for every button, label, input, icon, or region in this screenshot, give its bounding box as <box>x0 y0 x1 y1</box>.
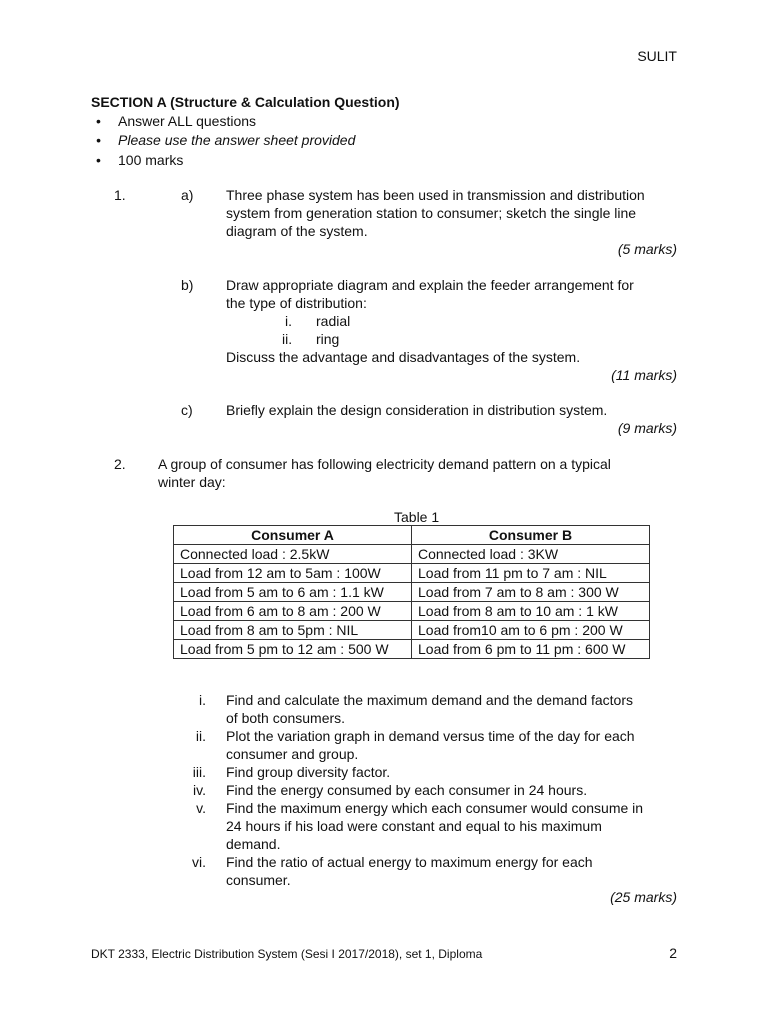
q2-item-num-6: vi. <box>192 854 206 870</box>
table-cell: Load from 5 am to 6 am : 1.1 kW <box>174 583 412 602</box>
q2-item-1-line-1: Find and calculate the maximum demand and the demand factors <box>226 692 634 708</box>
table-row <box>174 583 650 602</box>
q2-item-num-4: iv. <box>193 782 206 798</box>
q1b-sub-num-2: ii. <box>282 331 293 347</box>
table-row <box>174 545 650 564</box>
table-row <box>174 602 650 621</box>
q1c-label: c) <box>181 402 193 418</box>
table-cell: Load from10 am to 6 pm : 200 W <box>412 621 650 640</box>
table-cell: Load from 6 am to 8 am : 200 W <box>174 602 412 621</box>
q2-item-1-line-2: of both consumers. <box>226 710 346 726</box>
bullet-answer-sheet: • Please use the answer sheet provided <box>118 131 355 149</box>
q1b-sub-text-2: ring <box>316 331 340 347</box>
table-cell: Load from 5 pm to 12 am : 500 W <box>174 640 412 659</box>
table-cell: Load from 8 am to 10 am : 1 kW <box>412 602 650 621</box>
q1b-line-2: the type of distribution: <box>226 295 367 311</box>
bullet-marks: • 100 marks <box>118 151 183 169</box>
table-cell: Connected load : 2.5kW <box>174 545 412 564</box>
q1a-line-1: Three phase system has been used in transmission and distribution <box>226 187 645 203</box>
table-cell: Load from 12 am to 5am : 100W <box>174 564 412 583</box>
q1c-marks: (9 marks) <box>617 420 677 436</box>
page-number: 2 <box>669 945 677 961</box>
q1a-marks: (5 marks) <box>617 241 677 257</box>
table-cell: Load from 6 pm to 11 pm : 600 W <box>412 640 650 659</box>
q2-item-5-line-2: 24 hours if his load were constant and equal to his maximum <box>226 818 602 834</box>
q2-item-num-3: iii. <box>192 764 206 780</box>
q1b-marks: (11 marks) <box>611 367 677 383</box>
q2-intro-line-1: A group of consumer has following electricity demand pattern on a typical <box>158 456 611 472</box>
table-row <box>174 564 650 583</box>
q1a-line-3: diagram of the system. <box>226 223 368 239</box>
demand-table <box>173 525 650 659</box>
table-header-row <box>174 526 650 545</box>
q1b-line-1: Draw appropriate diagram and explain the feeder arrangement for <box>226 277 634 293</box>
q1b-sub-num-1: i. <box>285 313 292 329</box>
table-row <box>174 640 650 659</box>
q2-item-num-1: i. <box>199 692 206 708</box>
table-cell: Load from 11 pm to 7 am : NIL <box>412 564 650 583</box>
q2-item-2-line-1: Plot the variation graph in demand versus time of the day for each <box>226 728 635 744</box>
q1b-sub-text-1: radial <box>316 313 351 329</box>
q2-item-4-line-1: Find the energy consumed by each consumer in 24 hours. <box>226 782 588 798</box>
table-caption: Table 1 <box>394 509 440 525</box>
q2-number: 2. <box>114 456 126 472</box>
bullet-answer-all: • Answer ALL questions <box>118 112 256 130</box>
q1a-label: a) <box>181 187 194 203</box>
q1b-discuss: Discuss the advantage and disadvantages of the system. <box>226 349 581 365</box>
q1b-label: b) <box>181 277 194 293</box>
table-cell: Load from 8 am to 5pm : NIL <box>174 621 412 640</box>
table-cell: Connected load : 3KW <box>412 545 650 564</box>
classification-label: SULIT <box>637 48 677 64</box>
q2-intro-line-2: winter day: <box>158 474 226 490</box>
footer-text: DKT 2333, Electric Distribution System (Sesi I 2017/2018), set 1, Diploma <box>91 947 483 961</box>
q2-item-5-line-1: Find the maximum energy which each consumer would consume in <box>226 800 644 816</box>
q1-number: 1. <box>114 187 126 203</box>
table-row <box>174 621 650 640</box>
q2-item-6-line-1: Find the ratio of actual energy to maximum energy for each <box>226 854 593 870</box>
q1c-text: Briefly explain the design consideration in distribution system. <box>226 402 608 418</box>
q2-item-num-5: v. <box>196 800 206 816</box>
q2-item-2-line-2: consumer and group. <box>226 746 359 762</box>
q1a-line-2: system from generation station to consumer; sketch the single line <box>226 205 637 221</box>
table-header-consumer-b: Consumer B <box>412 526 650 545</box>
q2-item-3-line-1: Find group diversity factor. <box>226 764 391 780</box>
table-cell: Load from 7 am to 8 am : 300 W <box>412 583 650 602</box>
q2-item-num-2: ii. <box>195 728 206 744</box>
table-header-consumer-a: Consumer A <box>174 526 412 545</box>
section-title: SECTION A (Structure & Calculation Question) <box>91 94 400 110</box>
q2-item-6-line-2: consumer. <box>226 872 291 888</box>
q2-item-5-line-3: demand. <box>226 836 281 852</box>
q2-marks: (25 marks) <box>610 889 677 905</box>
